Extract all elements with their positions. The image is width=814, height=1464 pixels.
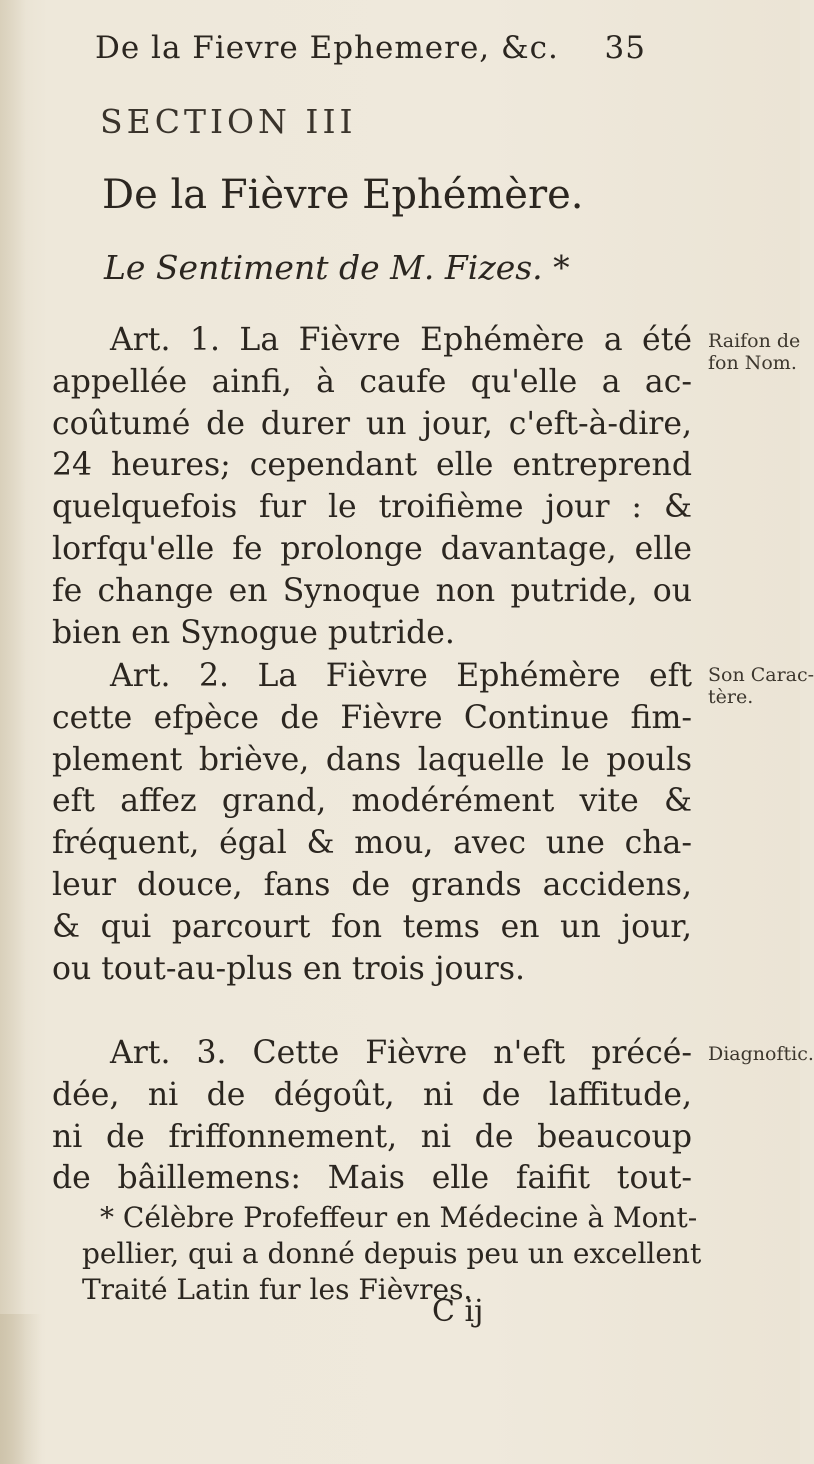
section-heading: SECTION III: [100, 102, 357, 141]
subtitle: Le Sentiment de M. Fizes. *: [104, 248, 570, 287]
page-gutter-shadow: [0, 0, 26, 1464]
running-title: De la Fievre Ephemere, &c.: [95, 30, 559, 66]
text-line: & qui parcourt fon tems en un jour,: [52, 908, 692, 945]
footnote: [82, 1200, 702, 1308]
page-corner-stain: [0, 1314, 42, 1464]
text-line: eft affez grand, modérément vite &: [52, 783, 692, 820]
marginal-note-name: [708, 330, 800, 374]
text-line: Art. 1. La Fièvre Ephémère a été: [110, 322, 692, 358]
text-line: leur douce, fans de grands accidens,: [52, 866, 692, 903]
text-line: coûtumé de durer un jour, c'eft-à-dire,: [52, 405, 692, 442]
chapter-title: De la Fièvre Ephémère.: [102, 172, 584, 218]
text-line: lorfqu'elle fe prolonge davantage, elle: [52, 530, 692, 567]
text-line: quelquefois fur le troifième jour : &: [52, 489, 692, 526]
marginal-line: tère.: [708, 686, 754, 708]
footnote-line: pellier, qui a donné depuis peu un excellent: [82, 1237, 702, 1270]
marginal-line: Raifon de: [708, 330, 801, 352]
text-line: Art. 2. La Fièvre Ephémère eft: [110, 658, 692, 694]
page-number: 35: [604, 30, 646, 66]
paragraph-article-2: [52, 656, 692, 990]
marginal-note-character: [708, 664, 814, 708]
signature-mark: C ij: [432, 1294, 484, 1329]
text-line: Art. 3. Cette Fièvre n'eft précé-: [110, 1035, 692, 1071]
text-line: fréquent, égal & mou, avec une cha-: [52, 825, 692, 862]
text-line: cette efpèce de Fièvre Continue fim-: [52, 699, 692, 736]
footnote-line: * Célèbre Profeffeur en Médecine à Mont-: [100, 1201, 698, 1234]
footnote-line: Traité Latin fur les Fièvres.: [82, 1273, 473, 1306]
marginal-line: fon Nom.: [708, 352, 797, 374]
text-line: ou tout-au-plus en trois jours.: [52, 950, 526, 987]
paragraph-article-1: [52, 320, 692, 654]
marginal-line: Diagnoftic.: [708, 1043, 814, 1065]
text-line: plement briève, dans laquelle le pouls: [52, 741, 692, 778]
text-line: bien en Synogue putride.: [52, 614, 455, 651]
text-line: ni de friffonnement, ni de beaucoup: [52, 1118, 692, 1155]
running-header: [95, 30, 646, 66]
text-line: de bâillemens: Mais elle faifit tout-: [52, 1160, 692, 1197]
text-line: dée, ni de dégoût, ni de laffitude,: [52, 1076, 692, 1113]
paragraph-article-3: [52, 1033, 692, 1200]
text-line: 24 heures; cependant elle entreprend: [52, 447, 692, 484]
text-line: appellée ainfi, à caufe qu'elle a ac-: [52, 363, 692, 400]
text-line: fe change en Synoque non putride, ou: [52, 572, 692, 609]
marginal-note-diagnostic: [708, 1043, 814, 1065]
marginal-line: Son Carac-: [708, 664, 814, 686]
